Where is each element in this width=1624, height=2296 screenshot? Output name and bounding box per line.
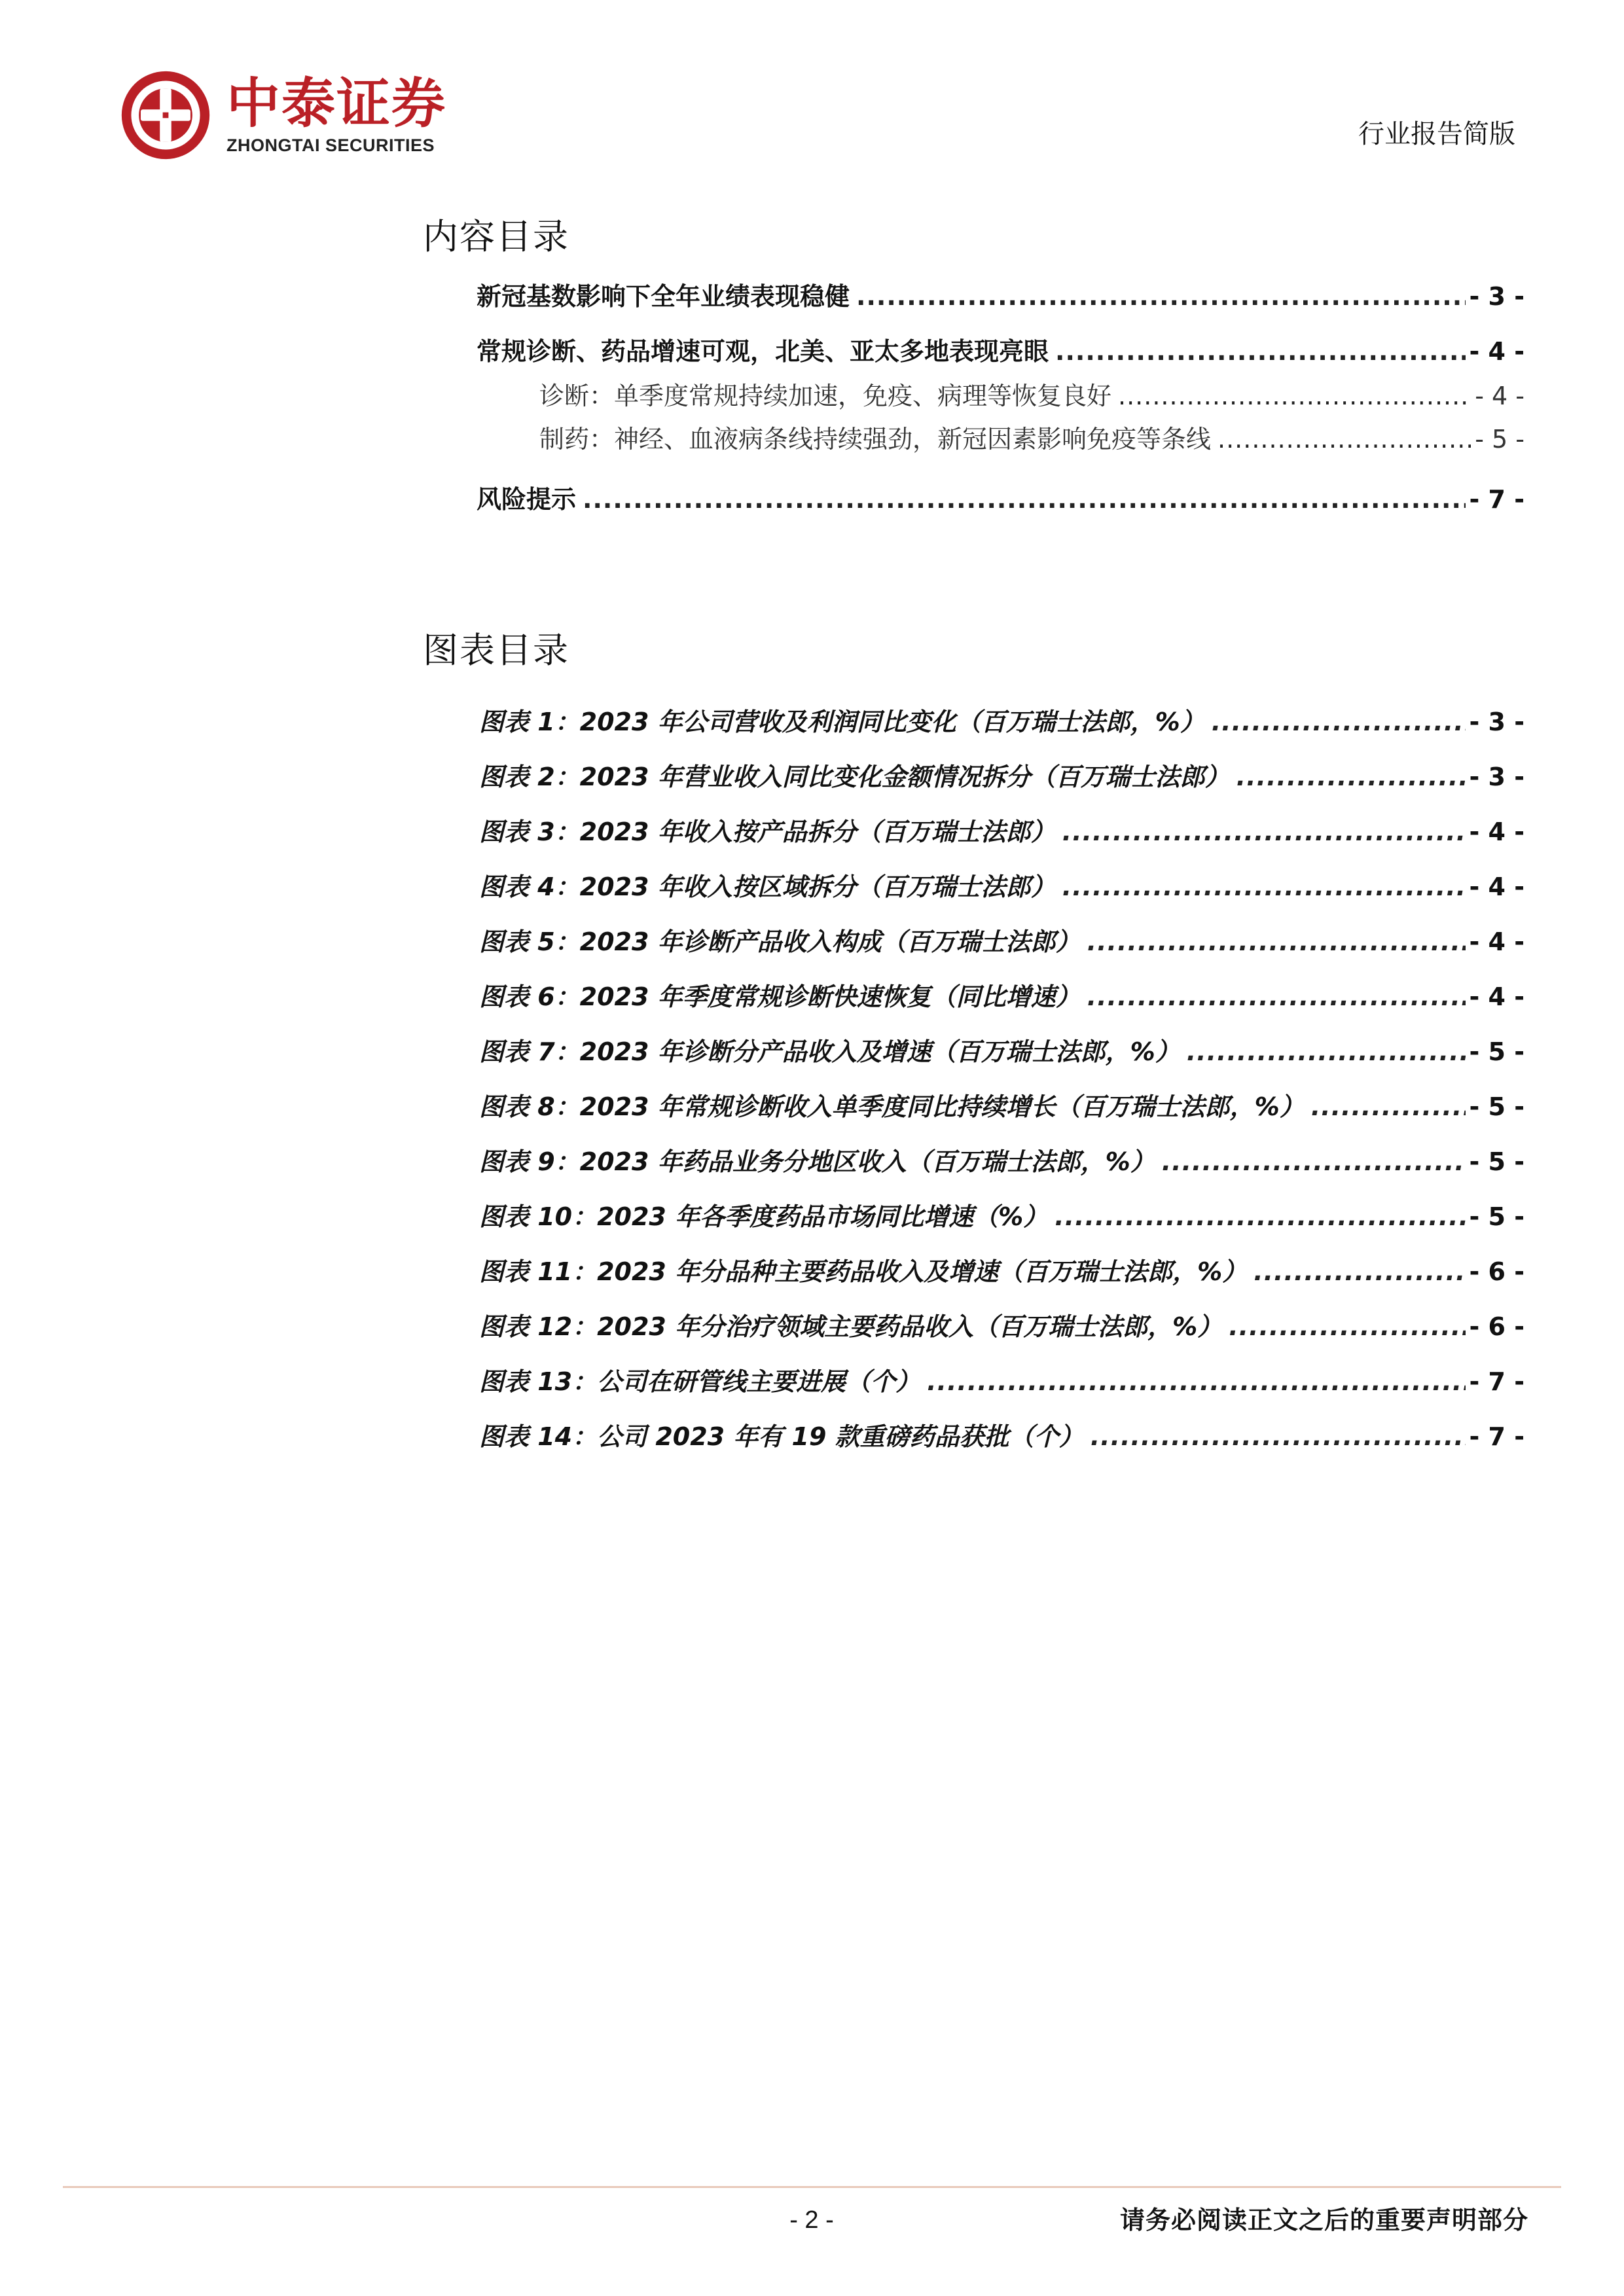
figure-entry-label: 图表 14：公司 2023 年有 19 款重磅药品获批（个） xyxy=(479,1422,1084,1451)
logo-english-name: ZHONGTAI SECURITIES xyxy=(226,135,435,155)
figure-entry-label: 图表 7：2023 年诊断分产品收入及增速（百万瑞士法郎，%） xyxy=(479,1037,1180,1066)
figure-entry-label: 图表 8：2023 年常规诊断收入单季度同比持续增长（百万瑞士法郎，%） xyxy=(479,1092,1305,1121)
footer-page-number: - 2 - xyxy=(789,2206,834,2234)
company-logo xyxy=(118,63,446,168)
dot-leader xyxy=(1236,761,1466,793)
toc-entry-page: - 3 - xyxy=(1469,282,1525,311)
toc-entry-page: - 5 - xyxy=(1475,425,1525,454)
zhongtai-logo-icon xyxy=(118,67,213,163)
dot-leader xyxy=(1218,423,1471,456)
figure-entry-2[interactable] xyxy=(479,761,1525,793)
figures-title: 图表目录 xyxy=(423,630,569,671)
toc-entry-risk[interactable] xyxy=(477,483,1525,516)
toc-entry-page: - 4 - xyxy=(1475,382,1525,410)
footer-divider xyxy=(63,2186,1561,2188)
figure-entry-label: 图表 2：2023 年营业收入同比变化金额情况拆分（百万瑞士法郎） xyxy=(479,762,1230,791)
figure-entry-label: 图表 11：2023 年分品种主要药品收入及增速（百万瑞士法郎，%） xyxy=(479,1257,1248,1286)
figure-entry-7[interactable] xyxy=(479,1035,1525,1068)
dot-leader xyxy=(583,483,1466,516)
figure-entry-label: 图表 5：2023 年诊断产品收入构成（百万瑞士法郎） xyxy=(479,927,1081,956)
dot-leader xyxy=(1187,1035,1466,1068)
toc-entry-diagnostics-sub[interactable] xyxy=(539,380,1525,412)
toc-title: 内容目录 xyxy=(423,216,569,257)
figure-entry-page: - 7 - xyxy=(1469,1422,1525,1451)
dot-leader xyxy=(1254,1255,1465,1288)
figure-entry-label: 图表 3：2023 年收入按产品拆分（百万瑞士法郎） xyxy=(479,817,1056,846)
figure-entry-page: - 3 - xyxy=(1469,762,1525,791)
figure-entry-label: 图表 12：2023 年分治疗领域主要药品收入（百万瑞士法郎，%） xyxy=(479,1312,1223,1341)
toc-entry-label: 诊断：单季度常规持续加速，免疫、病理等恢复良好 xyxy=(539,382,1112,410)
figure-entry-page: - 5 - xyxy=(1469,1092,1525,1121)
figure-entry-page: - 5 - xyxy=(1469,1202,1525,1231)
figure-entry-11[interactable] xyxy=(479,1255,1525,1288)
toc-entry-label: 制药：神经、血液病条线持续强劲，新冠因素影响免疫等条线 xyxy=(539,425,1212,454)
figure-entry-page: - 6 - xyxy=(1469,1312,1525,1341)
toc-entry-page: - 4 - xyxy=(1469,337,1525,366)
figure-entry-4[interactable] xyxy=(479,870,1525,903)
toc-entry-label: 常规诊断、药品增速可观，北美、亚太多地表现亮眼 xyxy=(477,337,1049,366)
dot-leader xyxy=(1055,1200,1465,1233)
toc-entry-page: - 7 - xyxy=(1469,485,1525,514)
toc-entry-label: 风险提示 xyxy=(477,485,577,514)
toc-entry-covid-base[interactable] xyxy=(477,280,1525,313)
figure-entry-page: - 7 - xyxy=(1469,1367,1525,1396)
dot-leader xyxy=(1062,870,1466,903)
figure-entry-1[interactable] xyxy=(479,706,1525,738)
dot-leader xyxy=(1311,1090,1466,1123)
dot-leader xyxy=(1091,1420,1466,1453)
figure-entry-page: - 4 - xyxy=(1469,927,1525,956)
toc-entry-pharma-sub[interactable] xyxy=(539,423,1525,456)
figure-entry-page: - 5 - xyxy=(1469,1037,1525,1066)
figure-entry-label: 图表 10：2023 年各季度药品市场同比增速（%） xyxy=(479,1202,1049,1231)
dot-leader xyxy=(1212,706,1466,738)
figure-entry-label: 图表 6：2023 年季度常规诊断快速恢复（同比增速） xyxy=(479,982,1081,1011)
figure-entry-page: - 4 - xyxy=(1469,872,1525,901)
dot-leader xyxy=(1062,816,1466,848)
dot-leader xyxy=(1055,335,1466,368)
figure-entry-5[interactable] xyxy=(479,925,1525,958)
figure-entry-8[interactable] xyxy=(479,1090,1525,1123)
figure-entry-label: 图表 13：公司在研管线主要进展（个） xyxy=(479,1367,921,1396)
figure-entry-13[interactable] xyxy=(479,1365,1525,1398)
figure-entry-3[interactable] xyxy=(479,816,1525,848)
report-type-label: 行业报告简版 xyxy=(1358,119,1515,149)
figure-entry-label: 图表 4：2023 年收入按区域拆分（百万瑞士法郎） xyxy=(479,872,1056,901)
figure-entry-label: 图表 1：2023 年公司营收及利润同比变化（百万瑞士法郎，%） xyxy=(479,708,1205,736)
figure-entry-10[interactable] xyxy=(479,1200,1525,1233)
figure-entry-14[interactable] xyxy=(479,1420,1525,1453)
toc-entry-label: 新冠基数影响下全年业绩表现稳健 xyxy=(477,282,850,311)
figure-entry-12[interactable] xyxy=(479,1310,1525,1343)
dot-leader xyxy=(1229,1310,1465,1343)
logo-text xyxy=(226,74,446,156)
figure-entry-page: - 4 - xyxy=(1469,817,1525,846)
dot-leader xyxy=(1162,1145,1466,1178)
figure-entry-6[interactable] xyxy=(479,980,1525,1013)
dot-leader xyxy=(856,280,1466,313)
figure-entry-9[interactable] xyxy=(479,1145,1525,1178)
dot-leader xyxy=(1087,925,1466,958)
footer-disclaimer-note: 请务必阅读正文之后的重要声明部分 xyxy=(1119,2206,1528,2234)
figure-entry-label: 图表 9：2023 年药品业务分地区收入（百万瑞士法郎，%） xyxy=(479,1147,1155,1176)
dot-leader xyxy=(927,1365,1465,1398)
toc-entry-routine-diagnostics[interactable] xyxy=(477,335,1525,368)
dot-leader xyxy=(1087,980,1466,1013)
dot-leader xyxy=(1118,380,1471,412)
figure-entry-page: - 6 - xyxy=(1469,1257,1525,1286)
figure-entry-page: - 5 - xyxy=(1469,1147,1525,1176)
figure-entry-page: - 4 - xyxy=(1469,982,1525,1011)
logo-chinese-name: 中泰证券 xyxy=(226,73,447,135)
figure-entry-page: - 3 - xyxy=(1469,708,1525,736)
